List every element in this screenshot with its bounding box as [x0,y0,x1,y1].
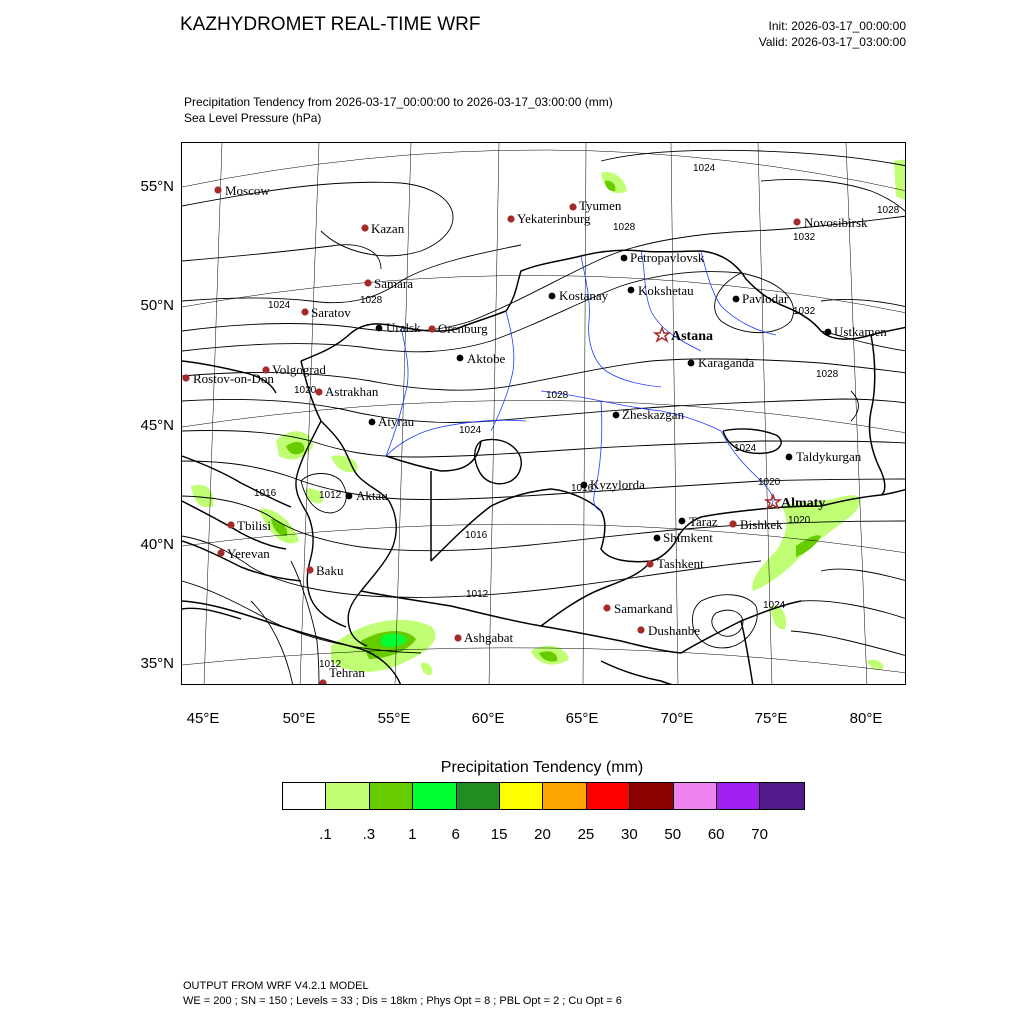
contour-label: 1032 [793,232,816,243]
legend-swatch [457,783,500,809]
lat-label-45: 45°N [140,417,174,434]
legend-tick-label: 70 [751,826,768,843]
legend-swatch [500,783,543,809]
legend-tick-label: 25 [577,826,595,843]
legend-swatch [413,783,456,809]
legend-swatch [674,783,717,809]
city-label-samara: Samara [374,276,413,291]
contour-label: 1028 [546,390,569,401]
legend-swatch [717,783,760,809]
contour-label: 1012 [319,490,342,501]
legend-tick-label: 50 [664,826,682,843]
legend-tick-label: 6 [451,826,460,843]
city-label-tashkent: Tashkent [657,556,704,571]
city-label-kyzylorda: Kyzylorda [590,477,645,492]
contour-label: 1028 [877,205,900,216]
city-label-shimkent: Shimkent [663,530,713,545]
legend-colorbar [282,782,805,810]
legend-swatch [326,783,369,809]
init-time: Init: 2026-03-17_00:00:00 [768,19,906,33]
city-label-kostanay: Kostanay [559,288,609,303]
lon-label-70: 70°E [660,710,694,727]
city-label-astrakhan: Astrakhan [325,384,379,399]
city-label-pavlodar: Pavlodar [742,291,789,306]
legend-tick-label: .1 [319,826,332,843]
contour-label: 1016 [465,530,488,541]
legend-swatch [370,783,413,809]
city-label-novosibirsk: Novosibirsk [804,215,868,230]
lon-label-60: 60°E [471,710,505,727]
city-label-taraz: Taraz [689,514,718,529]
lat-label-40: 40°N [140,536,174,553]
legend-swatch [587,783,630,809]
lat-label-55: 55°N [140,178,174,195]
legend-tick-label: 15 [490,826,508,843]
city-label-bishkek: Bishkek [740,517,783,532]
map-svg [182,143,906,685]
city-label-tyumen: Tyumen [579,198,622,213]
contour-label: 1024 [459,425,482,436]
legend-swatch [630,783,673,809]
city-label-ashgabat: Ashgabat [464,630,514,645]
lat-label-50: 50°N [140,297,174,314]
city-label-taldykurgan: Taldykurgan [796,449,862,464]
footer-model: OUTPUT FROM WRF V4.2.1 MODEL [183,980,369,992]
legend-tick-label: 60 [707,826,725,843]
city-label-astana: Astana [671,329,714,344]
contour-label: 1032 [793,306,816,317]
city-label-saratov: Saratov [311,305,351,320]
legend-tick-label: 1 [408,826,417,843]
contour-label: 1024 [734,443,757,454]
city-label-yekaterinburg: Yekaterinburg [517,211,591,226]
city-label-aktobe: Aktobe [467,351,506,366]
lon-label-65: 65°E [565,710,599,727]
contour-label: 1020 [758,477,781,488]
subtitle-slp: Sea Level Pressure (hPa) [184,111,322,125]
city-label-yerevan: Yerevan [227,546,270,561]
city-label-atyrau: Atyrau [378,414,415,429]
contour-label: 1024 [268,300,291,311]
city-label-rostov: Rostov-on-Don [193,371,274,386]
legend-tick-label: .3 [362,826,376,843]
contour-label: 1012 [319,659,342,670]
city-label-petropavlovsk: Petropavlovsk [630,250,705,265]
subtitle-precip: Precipitation Tendency from 2026-03-17_00:00:00 to 2026-03-17_03:00:00 (mm) [184,95,613,109]
main-title: KAZHYDROMET REAL-TIME WRF [180,14,481,35]
contour-label: 1028 [816,369,839,380]
city-label-tbilisi: Tbilisi [237,518,271,533]
city-label-ustkamen: Ustkamen [834,324,887,339]
lon-label-55: 55°E [377,710,411,727]
lon-label-50: 50°E [282,710,316,727]
lon-label-45: 45°E [186,710,220,727]
contour-label: 1024 [763,600,786,611]
legend-swatch [283,783,326,809]
city-label-uralsk: Uralsk [386,320,421,335]
city-label-tehran: Tehran [329,665,365,680]
city-label-kokshetau: Kokshetau [638,283,694,298]
city-label-karaganda: Karaganda [698,355,755,370]
city-label-baku: Baku [316,563,344,578]
valid-time: Valid: 2026-03-17_03:00:00 [758,35,906,49]
contour-label: 1012 [466,589,489,600]
contour-label: 1016 [254,488,277,499]
legend-swatch [543,783,586,809]
contour-label: 1024 [693,163,716,174]
lon-label-75: 75°E [754,710,788,727]
contour-label: 1028 [360,295,383,306]
city-label-aktau: Aktau [356,488,388,503]
contour-label: 1020 [294,385,317,396]
city-label-kazan: Kazan [371,221,405,236]
legend-tick-label: 30 [620,826,638,843]
contour-label: 1016 [571,483,594,494]
contour-label: 1028 [613,222,636,233]
city-label-dushanbe: Dushanbe [648,623,700,638]
city-label-zheskazgan: Zheskazgan [622,407,685,422]
legend-title: Precipitation Tendency (mm) [440,759,644,776]
city-label-almaty: Almaty [781,496,826,511]
lon-label-80: 80°E [849,710,883,727]
legend-tick-label: 20 [534,826,551,843]
footer-config: WE = 200 ; SN = 150 ; Levels = 33 ; Dis = 18km ; Phys Opt = 8 ; PBL Opt = 2 ; Cu Opt = 6 [183,995,622,1007]
city-label-orenburg: Orenburg [438,321,488,336]
lat-label-35: 35°N [140,655,174,672]
city-label-volgograd: Volgograd [272,362,326,377]
city-label-samarkand: Samarkand [614,601,673,616]
legend-swatch [760,783,803,809]
city-label-moscow: Moscow [225,183,270,198]
contour-label: 1020 [788,515,811,526]
map-panel[interactable] [181,142,906,685]
